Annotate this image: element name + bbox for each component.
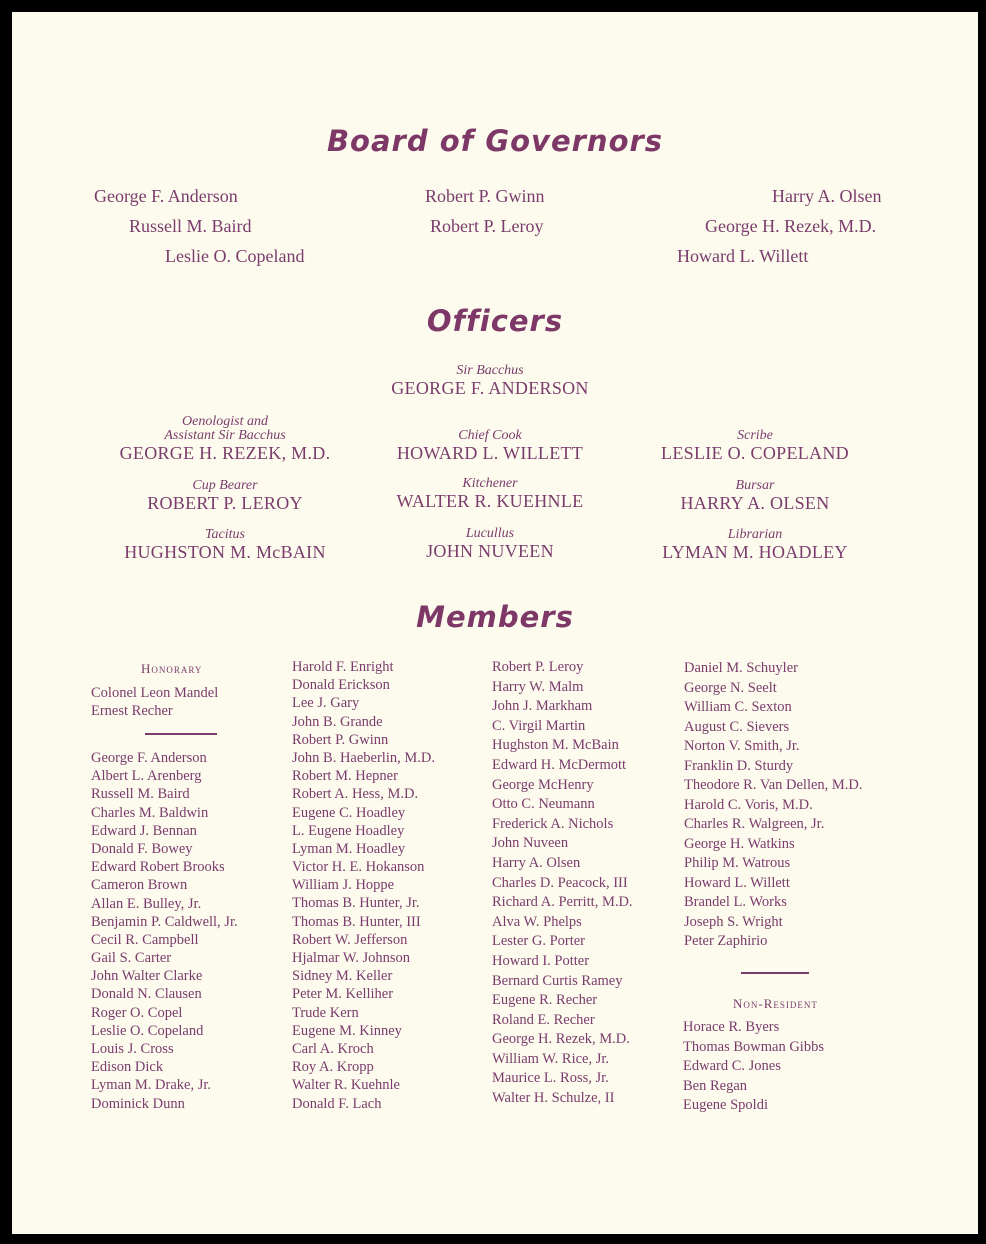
officer-tacitus [75,528,375,562]
officers-heading: Officers [426,304,564,338]
member-name: Robert P. Gwinn [292,731,389,748]
member-name: William J. Hoppe [292,877,395,894]
officer-name: LESLIE O. COPELAND [661,443,849,463]
members-column-3 [492,658,633,1109]
member-name: Roland E. Recher [492,1011,595,1028]
member-name: Trude Kern [292,1004,359,1021]
member-name: Philip M. Watrous [684,855,791,871]
officer-title: Kitchener [462,476,518,491]
member-name: Eugene M. Kinney [292,1022,402,1039]
officer-title: Lucullus [465,526,515,541]
officer-name: HOWARD L. WILLETT [396,443,584,463]
members-column-2 [292,658,435,1113]
officer-oenologist [75,415,375,463]
member-name: John Walter Clarke [91,968,203,985]
officer-cup-bearer [75,479,375,513]
officer-name: GEORGE F. ANDERSON [391,378,589,398]
member-name: Peter Zaphirio [684,933,768,949]
member-name: Sidney M. Keller [292,968,393,985]
members-column-4 [684,659,863,952]
officer-lucullus [340,527,640,561]
officer-sir-bacchus [340,364,640,398]
member-name: Hjalmar W. Johnson [292,950,411,966]
member-name: Edison Dick [91,1059,164,1076]
member-name: Norton V. Smith, Jr. [684,738,800,754]
member-name: John Nuveen [492,835,569,852]
member-name: Lee J. Gary [292,695,360,712]
member-name: Peter M. Kelliher [292,986,394,1003]
board-member: Leslie O. Copeland [165,246,305,266]
member-name: Walter H. Schulze, II [492,1090,615,1107]
board-member: Howard L. Willett [677,246,809,266]
officer-title: Assistant Sir Bacchus [164,428,286,443]
member-name: Robert P. Leroy [492,659,584,675]
member-name: Gail S. Carter [91,950,172,967]
member-name: L. Eugene Hoadley [292,822,405,839]
member-name: Robert M. Hepner [292,768,398,785]
member-name: Eugene Spoldi [683,1097,768,1113]
honorary-list [91,684,218,720]
member-name: Victor H. E. Hokanson [292,859,425,876]
officer-scribe [605,429,905,463]
member-name: Leslie O. Copeland [91,1022,204,1039]
program-page [12,12,978,1234]
member-name: Harry A. Olsen [492,854,581,871]
member-name: Bernard Curtis Ramey [492,972,623,989]
member-name: Frederick A. Nichols [492,815,614,832]
section-label: Non-Resident [733,996,818,1011]
board-heading: Board of Governors [326,124,664,158]
member-name: Donald F. Bowey [91,840,193,857]
member-name: Theodore R. Van Dellen, M.D. [684,777,863,793]
member-name: Lester G. Porter [492,933,586,950]
board-member: Robert P. Leroy [430,216,544,236]
member-name: Howard I. Potter [492,952,590,969]
member-name: Maurice L. Ross, Jr. [492,1070,609,1087]
board-member: George H. Rezek, M.D. [705,216,877,236]
member-name: John J. Markham [492,698,593,715]
member-name: Donald N. Clausen [91,986,202,1003]
member-name: Alva W. Phelps [492,913,582,930]
member-name: George N. Seelt [684,679,777,696]
member-name: George H. Rezek, M.D. [492,1031,630,1048]
officer-name: LYMAN M. HOADLEY [662,542,848,562]
member-name: Carl A. Kroch [292,1040,374,1057]
member-name: Colonel Leon Mandel [91,685,219,701]
officer-title: Chief Cook [458,428,522,443]
member-name: Cecil R. Campbell [91,931,199,948]
member-name: George H. Watkins [684,835,795,852]
officer-title: Cup Bearer [192,478,258,493]
member-name: John B. Haeberlin, M.D. [292,749,435,766]
officer-bursar [605,479,905,513]
member-name: Ernest Recher [91,703,173,720]
members-heading: Members [416,600,574,634]
member-name: Robert W. Jefferson [292,931,408,948]
member-name: Joseph S. Wright [684,913,783,930]
member-name: Franklin D. Sturdy [684,757,794,774]
officer-librarian [605,528,905,562]
board-member: Harry A. Olsen [772,186,882,206]
member-name: Walter R. Kuehnle [292,1077,400,1094]
nonresident-list [683,1018,824,1116]
member-name: Eugene C. Hoadley [292,804,406,821]
member-name: Roy A. Kropp [292,1059,374,1076]
officer-title: Oenologist and [182,414,268,429]
board-member: Russell M. Baird [129,216,252,236]
member-name: William W. Rice, Jr. [492,1050,610,1067]
officer-title: Bursar [735,478,775,493]
member-name: Edward H. McDermott [492,756,627,773]
member-name: John B. Grande [292,713,383,730]
member-name: Cameron Brown [91,877,188,894]
officer-title: Librarian [727,527,783,542]
member-name: Otto C. Neumann [492,796,595,813]
member-name: Thomas B. Hunter, Jr. [292,895,420,912]
divider [145,733,217,735]
members-column-1 [91,749,238,1113]
member-name: Edward J. Bennan [91,822,197,839]
member-name: William C. Sexton [684,699,792,715]
member-name: Brandel L. Works [684,894,787,910]
member-name: Horace R. Byers [683,1019,780,1035]
member-name: Ben Regan [683,1077,748,1094]
member-name: Benjamin P. Caldwell, Jr. [91,913,238,930]
member-name: Dominick Dunn [91,1095,185,1112]
officer-title: Scribe [737,428,773,443]
member-name: Eugene R. Recher [492,992,598,1009]
member-name: Daniel M. Schuyler [684,660,798,676]
member-name: George McHenry [492,776,594,793]
member-name: Richard A. Perritt, M.D. [492,894,633,911]
board-member: George F. Anderson [94,186,238,206]
member-name: August C. Sievers [684,718,790,735]
member-name: Roger O. Copel [91,1004,183,1021]
member-name: Thomas Bowman Gibbs [683,1038,824,1055]
officer-name: HUGHSTON M. McBAIN [124,542,326,562]
officer-name: GEORGE H. REZEK, M.D. [119,443,331,463]
officer-chief-cook [340,429,640,463]
member-name: Edward Robert Brooks [91,859,225,876]
member-name: George F. Anderson [91,750,207,766]
member-name: Lyman M. Drake, Jr. [91,1077,212,1094]
officer-name: ROBERT P. LEROY [147,493,303,513]
member-name: Hughston M. McBain [492,737,619,754]
member-name: C. Virgil Martin [492,717,586,734]
officer-kitchener [340,477,640,511]
member-name: Albert L. Arenberg [91,768,202,785]
divider [741,972,809,974]
member-name: Howard L. Willett [684,874,790,891]
nonresident-label [733,995,818,1013]
officer-name: HARRY A. OLSEN [680,493,830,513]
member-name: Robert A. Hess, M.D. [292,786,419,803]
member-name: Lyman M. Hoadley [292,840,406,857]
member-name: Harold C. Voris, M.D. [684,796,813,813]
board-member: Robert P. Gwinn [425,186,545,206]
officer-name: JOHN NUVEEN [426,541,554,561]
officer-title: Sir Bacchus [456,363,524,378]
member-name: Thomas B. Hunter, III [292,913,421,930]
member-name: Harry W. Malm [492,678,584,695]
member-name: Charles M. Baldwin [91,804,209,821]
member-name: Harold F. Enright [292,659,394,675]
member-name: Donald Erickson [292,677,390,694]
member-name: Edward C. Jones [683,1058,781,1074]
member-name: Louis J. Cross [91,1041,174,1057]
member-name: Allan E. Bulley, Jr. [91,895,202,912]
section-label: Honorary [141,661,203,676]
member-name: Donald F. Lach [292,1095,382,1112]
officer-name: WALTER R. KUEHNLE [396,491,584,511]
member-name: Charles R. Walgreen, Jr. [684,816,825,832]
member-name: Charles D. Peacock, III [492,874,628,891]
honorary-label [141,660,202,678]
member-name: Russell M. Baird [91,786,190,803]
officer-title: Tacitus [205,527,245,542]
